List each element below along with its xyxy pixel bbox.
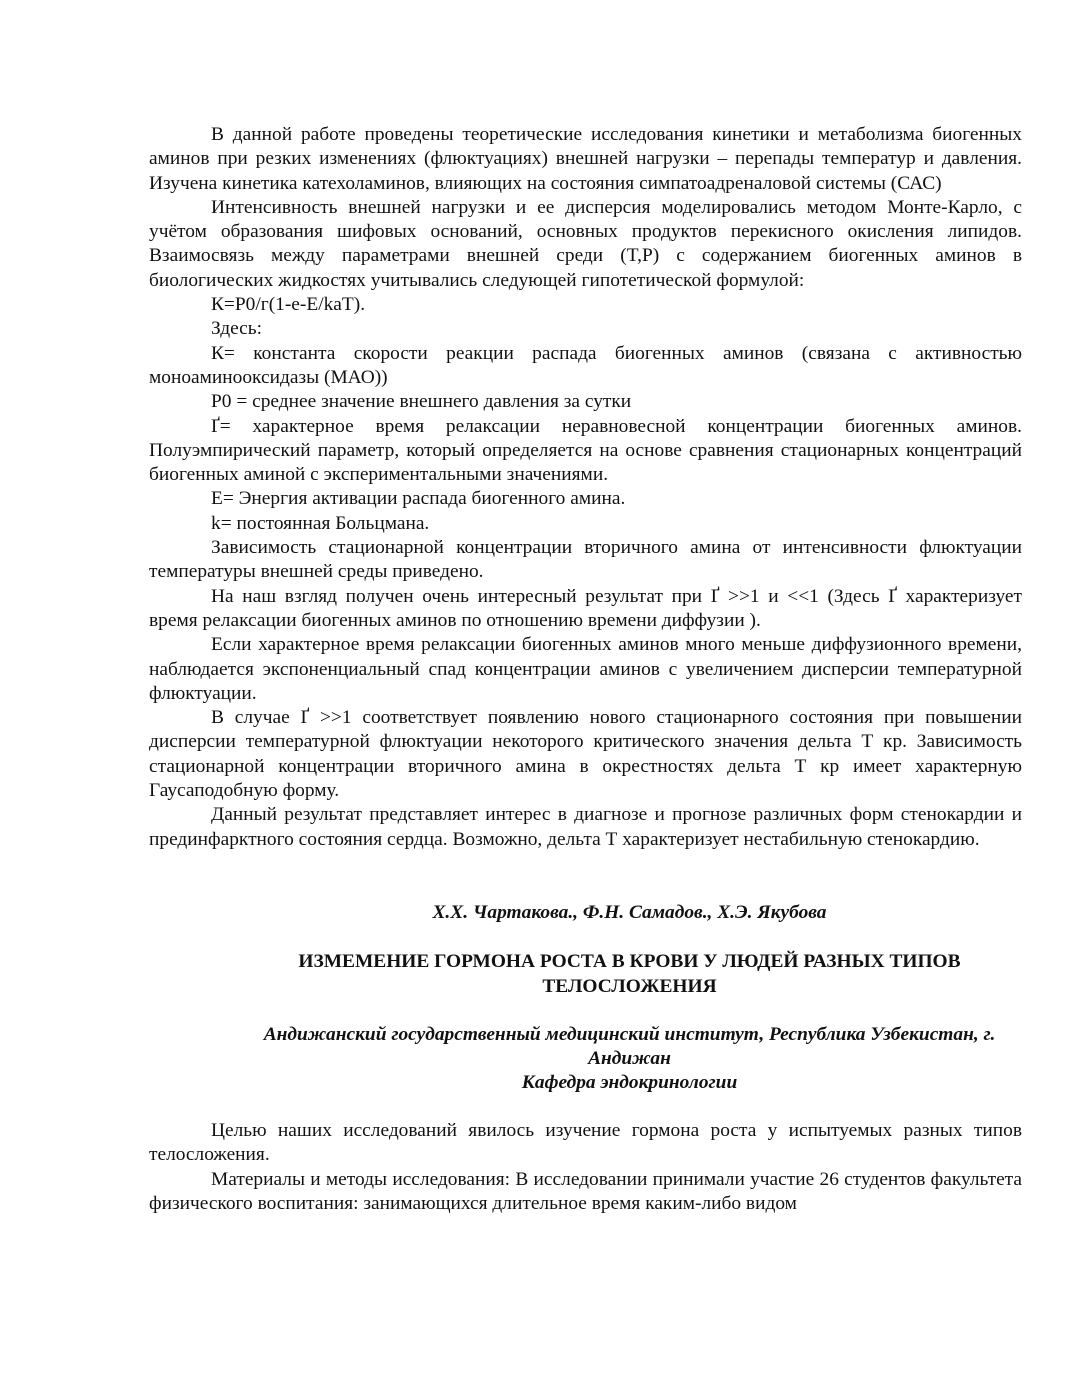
- definition-k: К= константа скорости реакции распада биогенных аминов (связана с активностью моноаминооксидазы (МАО)): [149, 342, 1022, 388]
- paragraph: Зависимость стационарной концентрации вторичного амина от интенсивности флюктуации температуры внешней среды приведено.: [149, 537, 1022, 583]
- definition-boltzmann: k= постоянная Больцмана.: [211, 512, 430, 534]
- spacer: [149, 1095, 1022, 1119]
- paragraph: В данной работе проведены теоретические исследования кинетики и метаболизма биогенных аминов при резких изменениях (флюктуациях) внешней нагрузки – перепады температур и давления. Изучена кинетика катехоламинов, влияющих на состояния симпатоадреналовой системы (САС): [149, 124, 1022, 194]
- paragraph: Данный результат представляет интерес в диагнозе и прогнозе различных форм стенокардии и прединфарктного состояния сердца. Возможно, дельта Т характеризует нестабильную стенокардию.: [149, 804, 1022, 850]
- paragraph: Здесь:: [211, 318, 263, 340]
- article-title: [149, 949, 1022, 999]
- paragraph: Если характерное время релаксации биогенных аминов много меньше диффузионного времени, наблюдается экспоненциальный спад концентрации аминов с увеличением дисперсии температурной флюктуации.: [149, 634, 1022, 704]
- definition-p0: Р0 = среднее значение внешнего давления за сутки: [211, 391, 632, 413]
- definition-relaxation-time: Ґ= характерное время релаксации неравновесной концентрации биогенных аминов. Полуэмпирический параметр, который определяется на основе сравнения стационарных концентраций биогенных аминой с экспериментальными значениями.: [149, 415, 1022, 486]
- spacer: [149, 999, 1022, 1023]
- formula: К=Р0/г(1-е-Е/kaT).: [211, 294, 366, 316]
- paragraph: Интенсивность внешней нагрузки и ее дисперсия моделировались методом Монте-Карло, с учётом образования шифовых оснований, основных продуктов перекисного окисления липидов. Взаимосвязь между параметрами внешней среди (T,P) с содержанием биогенных аминов в биологических жидкостях учитывались следующей гипотетической формулой:: [149, 196, 1022, 291]
- article-affiliation: [149, 1023, 1022, 1095]
- definition-e: Е= Энергия активации распада биогенного амина.: [211, 488, 626, 510]
- spacer: [149, 852, 1022, 901]
- spacer: [149, 925, 1022, 949]
- article-title-line: ТЕЛОСЛОЖЕНИЯ: [542, 975, 717, 997]
- paragraph: В случае Ґ >>1 соответствует появлению нового стационарного состояния при повышении дисперсии температурной флюктуации некоторого критического значения дельта Т кр. Зависимость стационарной концентрации вторичного амина в окрестностях дельта Т кр имеет характерную Гаусаподобную форму.: [149, 707, 1022, 802]
- document-page: [149, 123, 1022, 1216]
- article-title-line: ИЗМЕМЕНИЕ ГОРМОНА РОСТА В КРОВИ У ЛЮДЕЙ РАЗНЫХ ТИПОВ: [298, 950, 961, 972]
- affiliation-line: Андижанский государственный медицинский институт, Республика Узбекистан, г.: [263, 1023, 996, 1045]
- paragraph: На наш взгляд получен очень интересный результат при Ґ >>1 и <<1 (Здесь Ґ характеризует время релаксации биогенных аминов по отношению времени диффузии ).: [149, 585, 1022, 631]
- department: Кафедра эндокринологии: [521, 1071, 738, 1093]
- affiliation-line: Андижан: [588, 1047, 671, 1069]
- article-authors: Х.Х. Чартакова., Ф.Н. Самадов., Х.Э. Якубова: [432, 901, 827, 923]
- paragraph: Целью наших исследований явилось изучение гормона роста у испытуемых разных типов телосложения.: [149, 1119, 1022, 1166]
- paragraph: Материалы и методы исследования: В исследовании принимали участие 26 студентов факультета физического воспитания: занимающихся длительное время каким-либо видом: [149, 1168, 1022, 1214]
